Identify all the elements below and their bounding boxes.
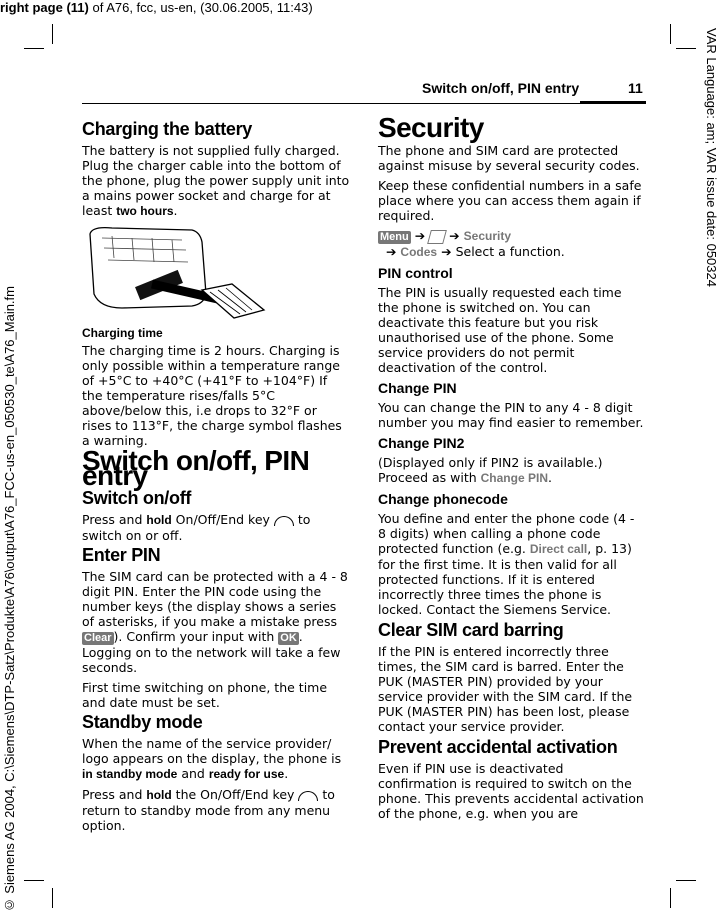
standby2-text-b: the On/Off/End key bbox=[171, 787, 299, 802]
right-column bbox=[378, 112, 644, 826]
enter-pin-text-b: ). Confirm your input with bbox=[113, 629, 279, 644]
end-key-icon bbox=[274, 516, 294, 526]
charger-illustration bbox=[82, 224, 350, 320]
section-title-security: Security bbox=[378, 112, 484, 143]
subsection-pin-control: PIN control bbox=[378, 265, 453, 281]
arrow-icon: ➔ bbox=[385, 244, 397, 259]
path-end: Select a function. bbox=[455, 244, 565, 259]
arrow-icon: ➔ bbox=[441, 244, 452, 259]
charging-paragraph bbox=[82, 143, 350, 219]
pin-control-paragraph: The PIN is usually requested each time the phone is switched on. You can deactivate this feature but you risk unauthorised use of the phone. Some service providers do not permit deactivation of the control. bbox=[378, 285, 622, 375]
standby-paragraph-2 bbox=[82, 787, 350, 833]
subsection-enter-pin: Enter PIN bbox=[82, 545, 161, 565]
crop-mark bbox=[52, 24, 53, 44]
subsection-switch-on-off: Switch on/off bbox=[82, 488, 192, 508]
page-number: 11 bbox=[628, 80, 643, 96]
standby-bold-1: in standby mode bbox=[82, 767, 178, 781]
standby-paragraph bbox=[82, 736, 350, 782]
switch-paragraph bbox=[82, 512, 350, 543]
key-symbol-icon bbox=[427, 230, 447, 244]
print-info-rest: of A76, fcc, us-en, (30.06.2005, 11:43) bbox=[88, 0, 313, 15]
left-column bbox=[82, 119, 350, 838]
prevent-paragraph: Even if PIN use is deactivated confirmation is required to switch on the phone. This prevents accidental activation of the phone, e.g. when you are bbox=[378, 761, 644, 821]
charging-end: . bbox=[173, 203, 178, 218]
path-codes: Codes bbox=[400, 245, 438, 259]
section-title-switch: Switch on/off, PIN entry bbox=[82, 445, 310, 491]
change-pin-reference: Change PIN bbox=[480, 471, 548, 485]
phonecode-text-a: You define and enter the phone code (4 - 8 digits) when calling a phone code protected function (e.g. bbox=[378, 511, 635, 556]
path-security: Security bbox=[463, 229, 511, 243]
crop-mark bbox=[676, 48, 696, 49]
standby2-text-c: to return to standby mode from any menu option. bbox=[82, 787, 335, 833]
switch-hold-bold: hold bbox=[146, 513, 172, 527]
menu-key-icon: Menu bbox=[380, 231, 409, 243]
switch-text-c: to switch on or off. bbox=[82, 512, 311, 543]
header-rule-thick bbox=[580, 101, 646, 104]
enter-pin-paragraph-2: First time switching on phone, the time and date must be set. bbox=[82, 680, 328, 710]
section-title-charging: Charging the battery bbox=[82, 119, 253, 139]
switch-text-a: Press and bbox=[82, 512, 147, 527]
crop-mark bbox=[52, 888, 53, 908]
security-paragraph-1: The phone and SIM card are protected against misuse by several security codes. bbox=[378, 143, 640, 173]
crop-mark bbox=[670, 888, 671, 908]
subsection-change-phonecode: Change phonecode bbox=[378, 491, 508, 507]
side-info-left: © Siemens AG 2004, C:\Siemens\DTP-Satz\Produkte\A76\output\A76_FCC-us-en_050530_te\A76_Main.fm bbox=[2, 285, 17, 912]
charging-time-paragraph: The charging time is 2 hours. Charging is only possible within a temperature range of +5°C to +40°C (+41°F to +104°F) If the temperature rises/falls 5°C above/below this, i.e drops to 32°F or rises to 113°F, the charge symbol flashes a warning. bbox=[82, 343, 342, 448]
subsection-standby: Standby mode bbox=[82, 712, 203, 732]
subsection-change-pin: Change PIN bbox=[378, 380, 457, 396]
ok-key-icon: OK bbox=[280, 632, 297, 644]
crop-mark bbox=[676, 880, 696, 881]
switch-text-b: On/Off/End key bbox=[171, 512, 274, 527]
crop-mark bbox=[670, 24, 671, 44]
standby2-text-a: Press and bbox=[82, 787, 147, 802]
crop-mark bbox=[24, 48, 44, 49]
standby2-hold-bold: hold bbox=[146, 788, 172, 802]
charging-text: The battery is not supplied fully charged. Plug the charger cable into the bottom of the phone, plug the power supply unit into a mains power socket and charge for at least bbox=[82, 143, 350, 218]
subsection-prevent-activation: Prevent accidental activation bbox=[378, 737, 618, 757]
change-pin2-text-a: (Displayed only if PIN2 is available.) Proceed as with bbox=[378, 455, 603, 485]
enter-pin-text-c: . Logging on to the network will take a few seconds. bbox=[82, 629, 341, 675]
running-title: Switch on/off, PIN entry bbox=[422, 80, 580, 96]
charging-bold: two hours bbox=[116, 204, 174, 218]
standby-text-c: . bbox=[284, 766, 289, 781]
subsection-clear-sim: Clear SIM card barring bbox=[378, 620, 564, 640]
arrow-icon: ➔ bbox=[414, 228, 426, 243]
print-info-bold: right page (11) bbox=[0, 0, 89, 15]
crop-mark bbox=[24, 880, 44, 881]
phonecode-paragraph bbox=[378, 511, 644, 617]
phonecode-text-b: , p. 13) for the first time. It is then valid for all protected functions. If it is entered incorrectly three times the phone is locked. Contact the Siemens Service. bbox=[378, 541, 632, 617]
header-rule bbox=[82, 103, 646, 104]
standby-bold-2: ready for use bbox=[208, 767, 285, 781]
change-pin-paragraph: You can change the PIN to any 4 - 8 digit number you may find easier to remember. bbox=[378, 400, 644, 430]
standby-text-a: When the name of the service provider/ logo appears on the display, the phone is bbox=[82, 736, 342, 766]
subsection-charging-time: Charging time bbox=[82, 326, 163, 340]
side-info-right: VAR Language: am; VAR issue date: 050324 bbox=[704, 28, 719, 287]
menu-path bbox=[378, 228, 644, 260]
direct-call-reference: Direct call bbox=[529, 542, 588, 556]
change-pin2-paragraph bbox=[378, 455, 644, 486]
enter-pin-paragraph bbox=[82, 569, 350, 675]
clear-sim-paragraph: If the PIN is entered incorrectly three times, the SIM card is barred. Enter the PUK (MASTER PIN) provided by your service provider with the SIM card. If the PUK (MASTER PIN) has been lost, please contact your service provider. bbox=[378, 644, 633, 734]
arrow-icon: ➔ bbox=[449, 228, 460, 243]
charger-plug-image bbox=[82, 224, 272, 320]
standby-text-b: and bbox=[177, 766, 209, 781]
print-info-line bbox=[0, 0, 313, 15]
change-pin2-text-b: . bbox=[547, 470, 552, 485]
clear-key-icon: Clear bbox=[84, 632, 112, 644]
end-key-icon bbox=[298, 791, 318, 801]
enter-pin-text-a: The SIM card can be protected with a 4 - 8 digit PIN. Enter the PIN code using the number keys (the display shows a series of asterisks, if you make a mistake press bbox=[82, 569, 348, 629]
subsection-change-pin2: Change PIN2 bbox=[378, 435, 465, 451]
security-paragraph-2: Keep these confidential numbers in a safe place where you can access them again if required. bbox=[378, 178, 642, 223]
